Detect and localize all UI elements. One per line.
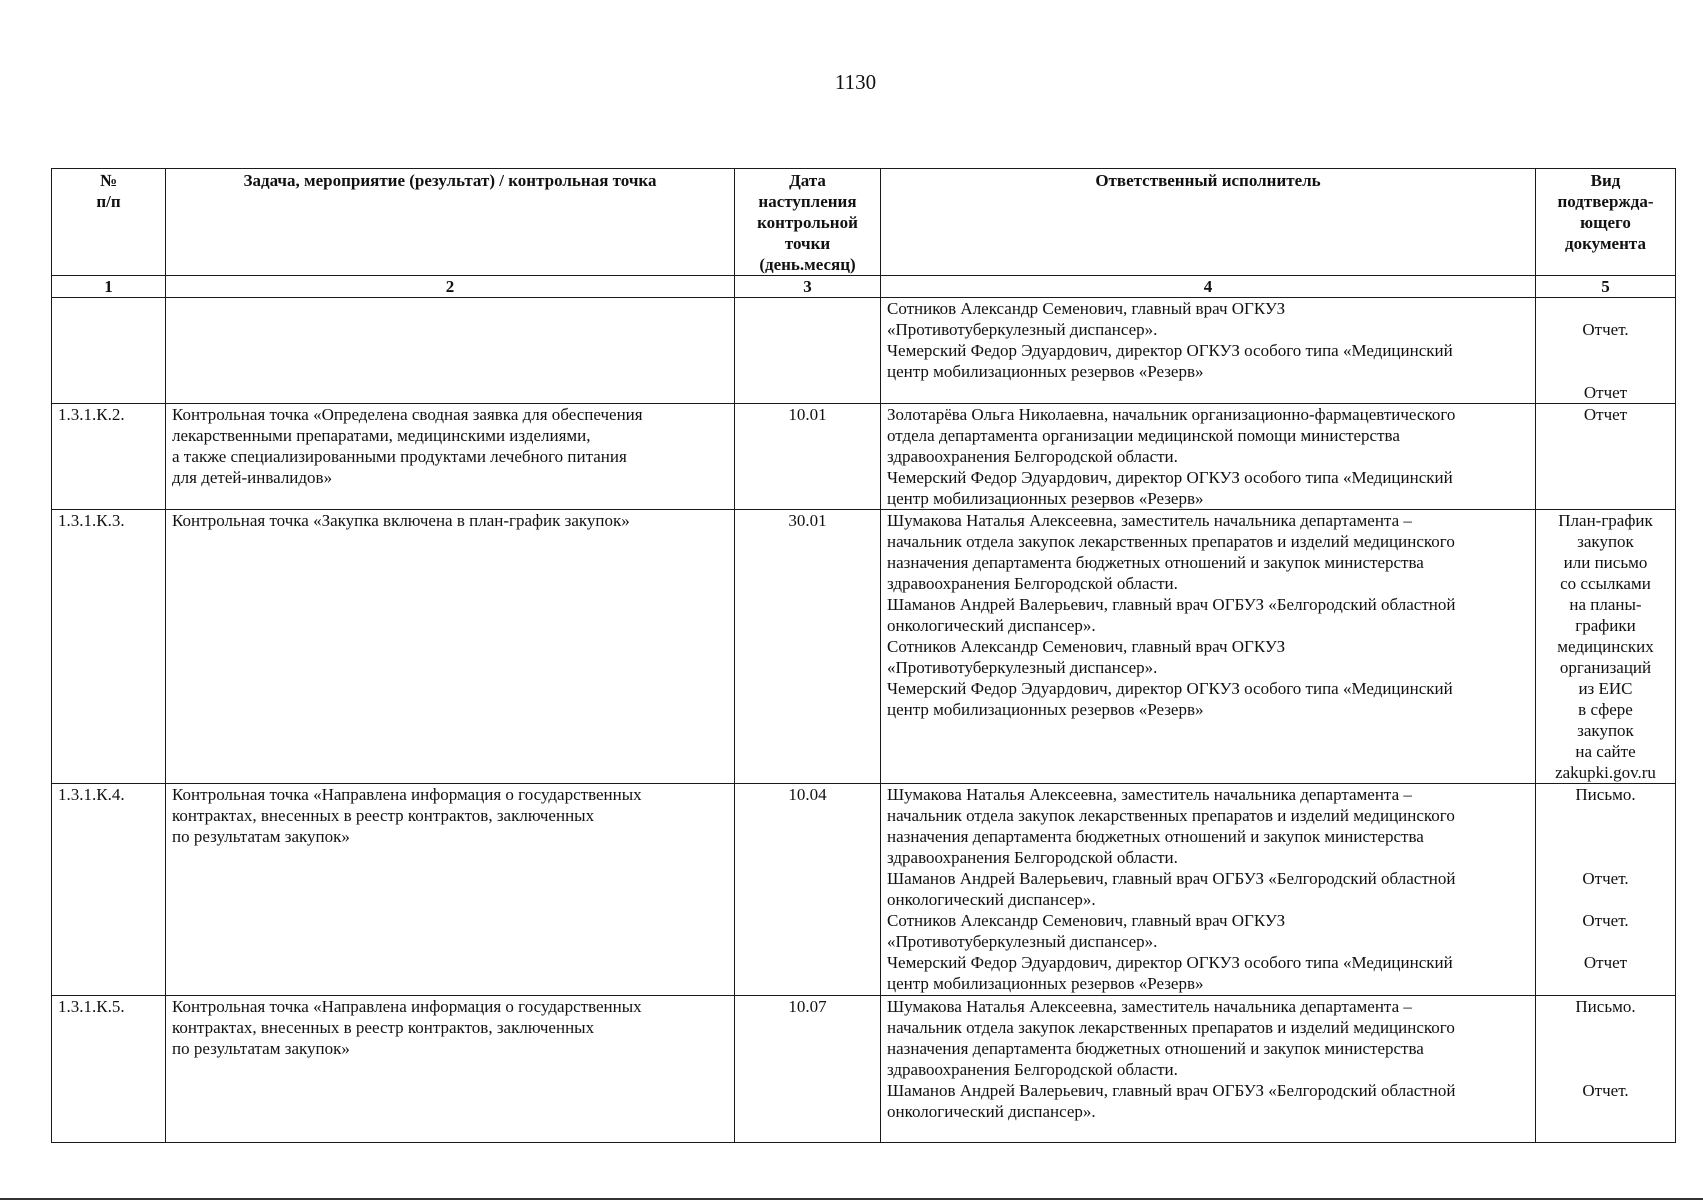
cell-line: Дата xyxy=(789,171,826,190)
row-number: 1.3.1.К.4. xyxy=(52,784,166,996)
cell-line: контрактах, внесенных в реестр контрактов, заключенных xyxy=(172,806,595,825)
cell-line: из ЕИС xyxy=(1578,679,1633,698)
row-documents xyxy=(1536,404,1676,510)
cell-line: Чемерский Федор Эдуардович, директор ОГКУЗ особого типа «Медицинский xyxy=(887,953,1453,972)
row-number: 1.3.1.К.5. xyxy=(52,996,166,1143)
cell-line: по результатам закупок» xyxy=(172,1039,350,1058)
cell-line xyxy=(1542,826,1669,847)
cell-line: онкологический диспансер». xyxy=(887,616,1096,635)
table-row xyxy=(52,996,1676,1143)
cell-line: Контрольная точка «Закупка включена в план-график закупок» xyxy=(172,511,630,530)
header-executor xyxy=(881,169,1536,276)
row-executors xyxy=(881,298,1536,404)
cell-line: документа xyxy=(1565,234,1646,253)
row-documents xyxy=(1536,298,1676,404)
cell-line xyxy=(1542,361,1669,382)
cell-line: начальник отдела закупок лекарственных препаратов и изделий медицинского xyxy=(887,806,1455,825)
cell-line: лекарственными препаратами, медицинскими изделиями, xyxy=(172,426,591,445)
cell-line: Отчет xyxy=(1583,953,1628,972)
cell-line: отдела департамента организации медицинской помощи министерства xyxy=(887,426,1400,445)
header-document xyxy=(1536,169,1676,276)
row-date xyxy=(735,298,881,404)
cell-line: Контрольная точка «Направлена информация о государственных xyxy=(172,785,642,804)
row-documents xyxy=(1536,784,1676,996)
cell-line: наступления xyxy=(758,192,857,211)
cell-line: назначения департамента бюджетных отношений и закупок министерства xyxy=(887,553,1424,572)
cell-line: онкологический диспансер». xyxy=(887,890,1096,909)
table-header-row xyxy=(52,169,1676,276)
cell-line: Отчет xyxy=(1583,405,1628,424)
cell-line xyxy=(1542,889,1669,910)
cell-line: Письмо. xyxy=(1575,997,1636,1016)
row-executors xyxy=(881,404,1536,510)
table-row xyxy=(52,784,1676,996)
cell-line: Сотников Александр Семенович, главный врач ОГКУЗ xyxy=(887,637,1286,656)
cell-line: со ссылками xyxy=(1560,574,1651,593)
cell-line xyxy=(1542,931,1669,952)
cell-line: № xyxy=(99,171,118,190)
row-number: 1.3.1.К.2. xyxy=(52,404,166,510)
row-date: 10.04 xyxy=(735,784,881,996)
cell-line: zakupki.gov.ru xyxy=(1555,763,1656,782)
row-task xyxy=(166,404,735,510)
cell-line: контрактах, внесенных в реестр контрактов, заключенных xyxy=(172,1018,595,1037)
cell-line: Сотников Александр Семенович, главный врач ОГКУЗ xyxy=(887,911,1286,930)
cell-line: на сайте xyxy=(1575,742,1636,761)
cell-line: Отчет. xyxy=(1582,1081,1629,1100)
cell-line: «Противотуберкулезный диспансер». xyxy=(887,932,1158,951)
cell-line xyxy=(1542,340,1669,361)
row-date: 10.07 xyxy=(735,996,881,1143)
cell-line: по результатам закупок» xyxy=(172,827,350,846)
cell-line: подтвержда- xyxy=(1557,192,1654,211)
cell-line: начальник отдела закупок лекарственных препаратов и изделий медицинского xyxy=(887,1018,1455,1037)
cell-line xyxy=(1542,1017,1669,1038)
header-date xyxy=(735,169,881,276)
row-date: 30.01 xyxy=(735,510,881,784)
cell-line: п/п xyxy=(96,192,121,211)
cell-line: точки xyxy=(784,234,831,253)
row-task xyxy=(166,510,735,784)
cell-line: Золотарёва Ольга Николаевна, начальник организационно-фармацевтического xyxy=(887,405,1456,424)
cell-line: «Противотуберкулезный диспансер». xyxy=(887,320,1158,339)
row-task xyxy=(166,784,735,996)
table-row xyxy=(52,510,1676,784)
column-number-row xyxy=(52,276,1676,298)
cell-line: Отчет. xyxy=(1582,911,1629,930)
cell-line: Отчет xyxy=(1583,383,1628,402)
cell-line: графики xyxy=(1575,616,1636,635)
cell-line: контрольной xyxy=(757,213,858,232)
cell-line: Контрольная точка «Направлена информация о государственных xyxy=(172,997,642,1016)
row-executors xyxy=(881,996,1536,1143)
cell-line: для детей-инвалидов» xyxy=(172,468,333,487)
cell-line xyxy=(1542,805,1669,826)
cell-line: назначения департамента бюджетных отношений и закупок министерства xyxy=(887,1039,1424,1058)
column-number: 3 xyxy=(735,276,881,298)
cell-line xyxy=(1542,1038,1669,1059)
cell-line: закупок xyxy=(1577,721,1634,740)
row-executors xyxy=(881,784,1536,996)
cell-line xyxy=(1542,847,1669,868)
cell-line: Письмо. xyxy=(1575,785,1636,804)
column-number: 1 xyxy=(52,276,166,298)
cell-line: центр мобилизационных резервов «Резерв» xyxy=(887,700,1204,719)
cell-line xyxy=(1542,298,1669,319)
cell-line: здравоохранения Белгородской области. xyxy=(887,1060,1178,1079)
row-task xyxy=(166,996,735,1143)
row-number xyxy=(52,298,166,404)
row-documents xyxy=(1536,996,1676,1143)
cell-line: медицинских xyxy=(1557,637,1654,656)
cell-line: Чемерский Федор Эдуардович, директор ОГКУЗ особого типа «Медицинский xyxy=(887,468,1453,487)
cell-line: Вид xyxy=(1590,171,1621,190)
cell-line: Отчет. xyxy=(1582,869,1629,888)
cell-line: Шумакова Наталья Алексеевна, заместитель начальника департамента – xyxy=(887,785,1412,804)
row-number: 1.3.1.К.3. xyxy=(52,510,166,784)
cell-line: назначения департамента бюджетных отношений и закупок министерства xyxy=(887,827,1424,846)
cell-line: центр мобилизационных резервов «Резерв» xyxy=(887,489,1204,508)
cell-line: закупок xyxy=(1577,532,1634,551)
cell-line: Шаманов Андрей Валерьевич, главный врач ОГБУЗ «Белгородский областной xyxy=(887,1081,1456,1100)
table-row xyxy=(52,298,1676,404)
cell-line: онкологический диспансер». xyxy=(887,1102,1096,1121)
cell-line: Шумакова Наталья Алексеевна, заместитель начальника департамента – xyxy=(887,997,1412,1016)
cell-line: здравоохранения Белгородской области. xyxy=(887,574,1178,593)
cell-line: на планы- xyxy=(1569,595,1642,614)
cell-line: План-график xyxy=(1558,511,1653,530)
cell-line: или письмо xyxy=(1563,553,1648,572)
cell-line: Контрольная точка «Определена сводная заявка для обеспечения xyxy=(172,405,643,424)
cell-line: здравоохранения Белгородской области. xyxy=(887,848,1178,867)
row-date: 10.01 xyxy=(735,404,881,510)
cell-line: ющего xyxy=(1580,213,1631,232)
row-documents xyxy=(1536,510,1676,784)
row-task xyxy=(166,298,735,404)
cell-line xyxy=(1542,1059,1669,1080)
header-task xyxy=(166,169,735,276)
column-number: 2 xyxy=(166,276,735,298)
cell-line: Чемерский Федор Эдуардович, директор ОГКУЗ особого типа «Медицинский xyxy=(887,341,1453,360)
column-number: 4 xyxy=(881,276,1536,298)
cell-line: «Противотуберкулезный диспансер». xyxy=(887,658,1158,677)
cell-line: Ответственный исполнитель xyxy=(1095,171,1321,190)
header-number xyxy=(52,169,166,276)
cell-line: (день.месяц) xyxy=(759,255,856,274)
page-number: 1130 xyxy=(834,70,877,94)
cell-line: в сфере xyxy=(1578,700,1633,719)
cell-line: Шумакова Наталья Алексеевна, заместитель начальника департамента – xyxy=(887,511,1412,530)
cell-line: центр мобилизационных резервов «Резерв» xyxy=(887,362,1204,381)
cell-line: Шаманов Андрей Валерьевич, главный врач ОГБУЗ «Белгородский областной xyxy=(887,595,1456,614)
cell-line: Задача, мероприятие (результат) / контрольная точка xyxy=(243,171,657,190)
control-points-table xyxy=(51,168,1676,1143)
cell-line: а также специализированными продуктами лечебного питания xyxy=(172,447,627,466)
cell-line: Шаманов Андрей Валерьевич, главный врач ОГБУЗ «Белгородский областной xyxy=(887,869,1456,888)
row-executors xyxy=(881,510,1536,784)
cell-line: Отчет. xyxy=(1582,320,1629,339)
cell-line: здравоохранения Белгородской области. xyxy=(887,447,1178,466)
column-number: 5 xyxy=(1536,276,1676,298)
cell-line: Сотников Александр Семенович, главный врач ОГКУЗ xyxy=(887,299,1286,318)
cell-line: центр мобилизационных резервов «Резерв» xyxy=(887,974,1204,993)
cell-line: Чемерский Федор Эдуардович, директор ОГКУЗ особого типа «Медицинский xyxy=(887,679,1453,698)
cell-line: начальник отдела закупок лекарственных препаратов и изделий медицинского xyxy=(887,532,1455,551)
table-row xyxy=(52,404,1676,510)
cell-line: организаций xyxy=(1559,658,1652,677)
